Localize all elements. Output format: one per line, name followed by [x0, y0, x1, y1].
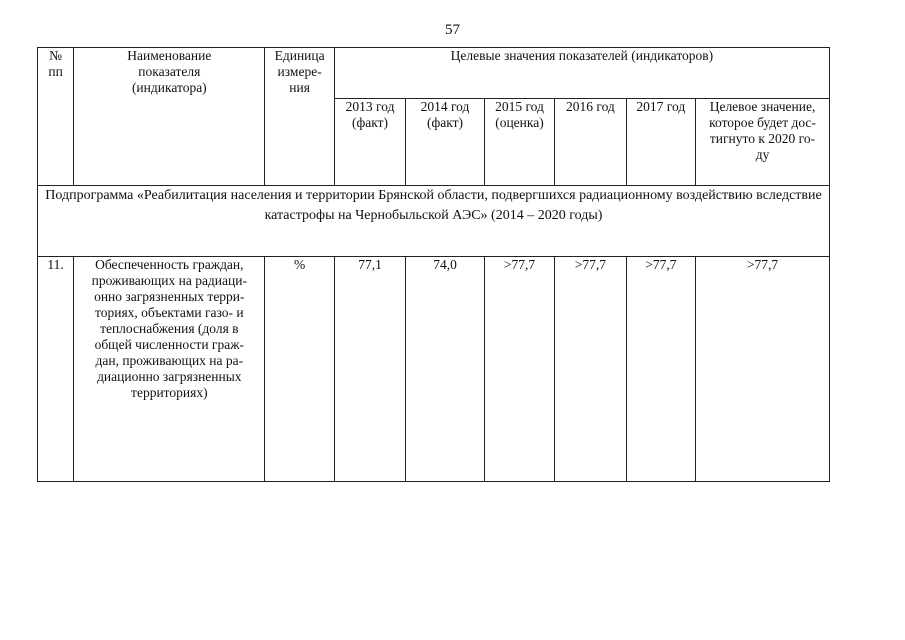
row-indicator-name: Обеспеченность граждан, проживающих на радиаци- онно загрязненных терри- ториях, объектами газо- и теплоснабжения (доля в общей численности граж- дан, проживающих на ра- диационно загрязненных территориях) — [74, 257, 265, 482]
header-target-2020: Целевое значение, которое будет дос- тигнуто к 2020 го- ду — [696, 99, 830, 186]
header-year-2014: 2014 год (факт) — [406, 99, 484, 186]
header-row-top — [38, 48, 830, 99]
header-year-2016: 2016 год — [555, 99, 626, 186]
header-unit: Единица измере- ния — [265, 48, 334, 186]
row-value-2017: >77,7 — [626, 257, 695, 482]
row-value-2013: 77,1 — [334, 257, 405, 482]
row-unit: % — [265, 257, 334, 482]
subprogram-title: Подпрограмма «Реабилитация населения и территории Брянской области, подвергшихся радиационному воздействию вследствие катастрофы на Чернобыльской АЭС» (2014 – 2020 годы) — [38, 186, 830, 257]
header-targets-group: Целевые значения показателей (индикаторов) — [334, 48, 829, 99]
row-value-2014: 74,0 — [406, 257, 484, 482]
header-year-2015: 2015 год (оценка) — [484, 99, 554, 186]
header-year-2013: 2013 год (факт) — [334, 99, 405, 186]
row-num: 11. — [38, 257, 74, 482]
header-num: № пп — [38, 48, 74, 186]
header-year-2017: 2017 год — [626, 99, 695, 186]
header-name: Наименование показателя (индикатора) — [74, 48, 265, 186]
page-number: 57 — [445, 22, 460, 38]
indicators-table — [37, 47, 830, 482]
row-value-2015: >77,7 — [484, 257, 554, 482]
subprogram-row — [38, 186, 830, 257]
table-row — [38, 257, 830, 482]
row-value-2016: >77,7 — [555, 257, 626, 482]
row-value-2020: >77,7 — [696, 257, 830, 482]
